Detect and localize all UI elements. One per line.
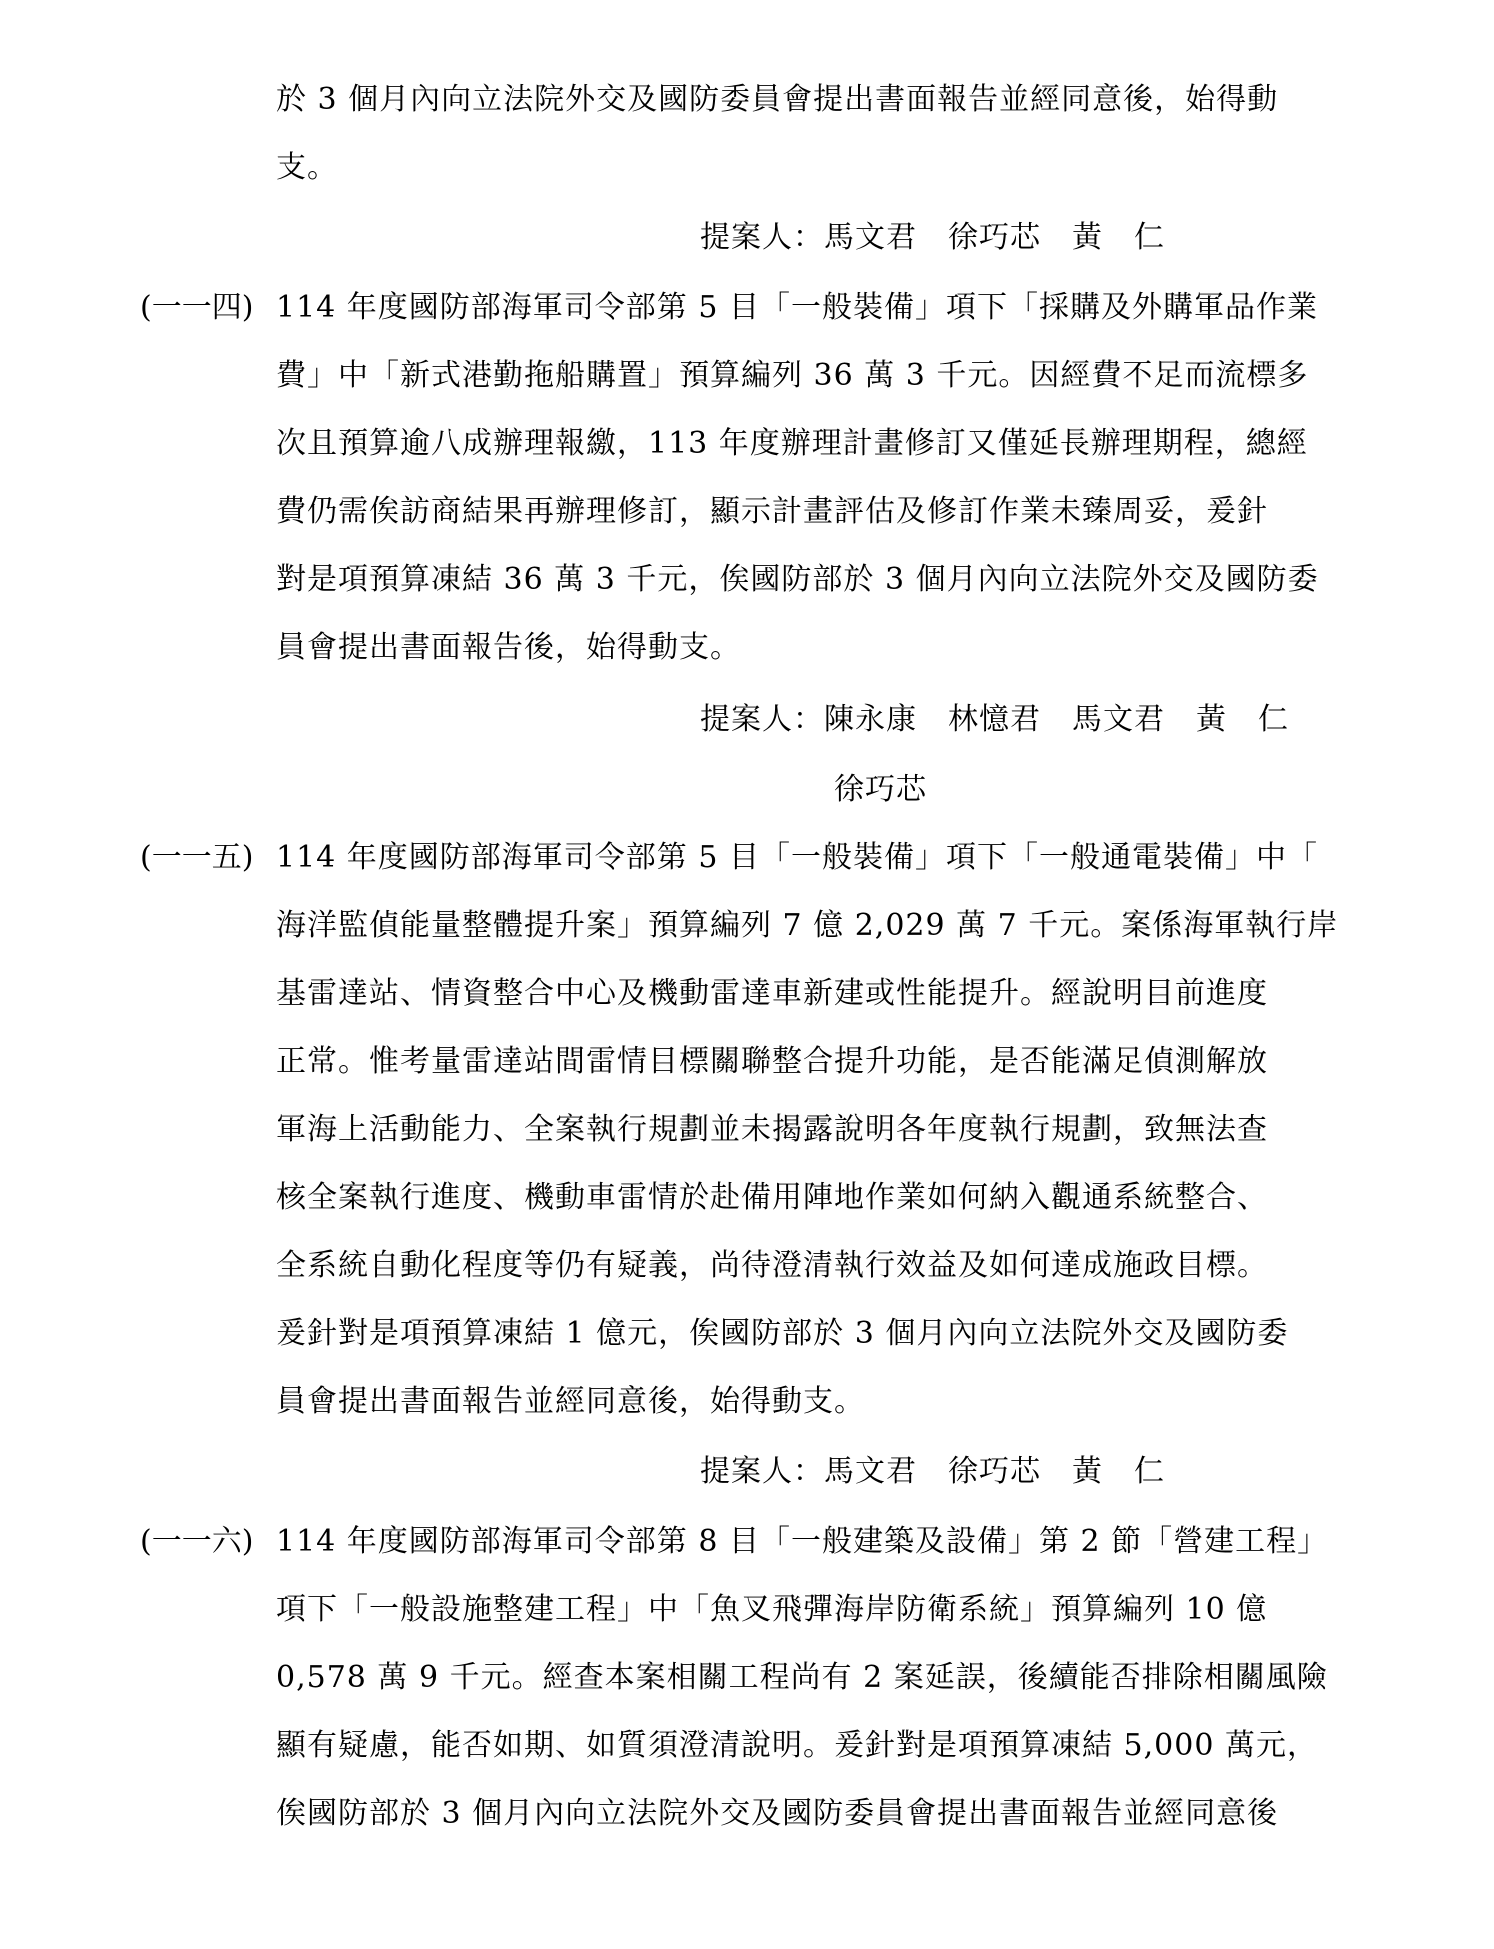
paragraph-line: 全系統自動化程度等仍有疑義，尚待澄清執行效益及如何達成施政目標。 <box>276 1248 1268 1283</box>
proposer-line: 提案人：馬文君 徐巧芯 黃 仁 <box>700 220 1165 255</box>
paragraph-line: 支。 <box>276 150 338 185</box>
proposer-line-continued: 徐巧芯 <box>834 772 927 807</box>
paragraph-line: 員會提出書面報告後，始得動支。 <box>276 630 741 665</box>
item-number-label: (一一五) <box>140 840 254 875</box>
proposer-line: 提案人：馬文君 徐巧芯 黃 仁 <box>700 1454 1165 1489</box>
item-first-line: 114 年度國防部海軍司令部第 5 目「一般裝備」項下「採購及外購軍品作業 <box>276 290 1318 325</box>
proposer-line: 提案人：陳永康 林憶君 馬文君 黃 仁 <box>700 702 1289 737</box>
paragraph-line: 員會提出書面報告並經同意後，始得動支。 <box>276 1384 865 1419</box>
paragraph-line: 爰針對是項預算凍結 1 億元，俟國防部於 3 個月內向立法院外交及國防委 <box>276 1316 1289 1351</box>
paragraph-line: 海洋監偵能量整體提升案」預算編列 7 億 2,029 萬 7 千元。案係海軍執行岸 <box>276 908 1339 943</box>
paragraph-line: 核全案執行進度、機動車雷情於赴備用陣地作業如何納入觀通系統整合、 <box>276 1180 1268 1215</box>
paragraph-line: 費仍需俟訪商結果再辦理修訂，顯示計畫評估及修訂作業未臻周妥，爰針 <box>276 494 1268 529</box>
paragraph-line: 正常。惟考量雷達站間雷情目標關聯整合提升功能，是否能滿足偵測解放 <box>276 1044 1268 1079</box>
item-number-label: (一一四) <box>140 290 254 325</box>
paragraph-line: 於 3 個月內向立法院外交及國防委員會提出書面報告並經同意後，始得動 <box>276 82 1279 117</box>
paragraph-line: 項下「一般設施整建工程」中「魚叉飛彈海岸防衛系統」預算編列 10 億 <box>276 1592 1268 1627</box>
item-number-label: (一一六) <box>140 1524 254 1559</box>
item-first-line: 114 年度國防部海軍司令部第 5 目「一般裝備」項下「一般通電裝備」中「 <box>276 840 1318 875</box>
item-first-line: 114 年度國防部海軍司令部第 8 目「一般建築及設備」第 2 節「營建工程」 <box>276 1524 1329 1559</box>
paragraph-line: 俟國防部於 3 個月內向立法院外交及國防委員會提出書面報告並經同意後 <box>276 1796 1279 1831</box>
paragraph-line: 次且預算逾八成辦理報繳，113 年度辦理計畫修訂又僅延長辦理期程，總經 <box>276 426 1308 461</box>
paragraph-line: 對是項預算凍結 36 萬 3 千元，俟國防部於 3 個月內向立法院外交及國防委 <box>276 562 1319 597</box>
paragraph-line: 費」中「新式港勤拖船購置」預算編列 36 萬 3 千元。因經費不足而流標多 <box>276 358 1309 393</box>
paragraph-line: 基雷達站、情資整合中心及機動雷達車新建或性能提升。經說明目前進度 <box>276 976 1268 1011</box>
paragraph-line: 顯有疑慮，能否如期、如質須澄清說明。爰針對是項預算凍結 5,000 萬元， <box>276 1728 1318 1763</box>
paragraph-line: 0,578 萬 9 千元。經查本案相關工程尚有 2 案延誤，後續能否排除相關風險 <box>276 1660 1328 1695</box>
paragraph-line: 軍海上活動能力、全案執行規劃並未揭露說明各年度執行規劃，致無法查 <box>276 1112 1268 1147</box>
